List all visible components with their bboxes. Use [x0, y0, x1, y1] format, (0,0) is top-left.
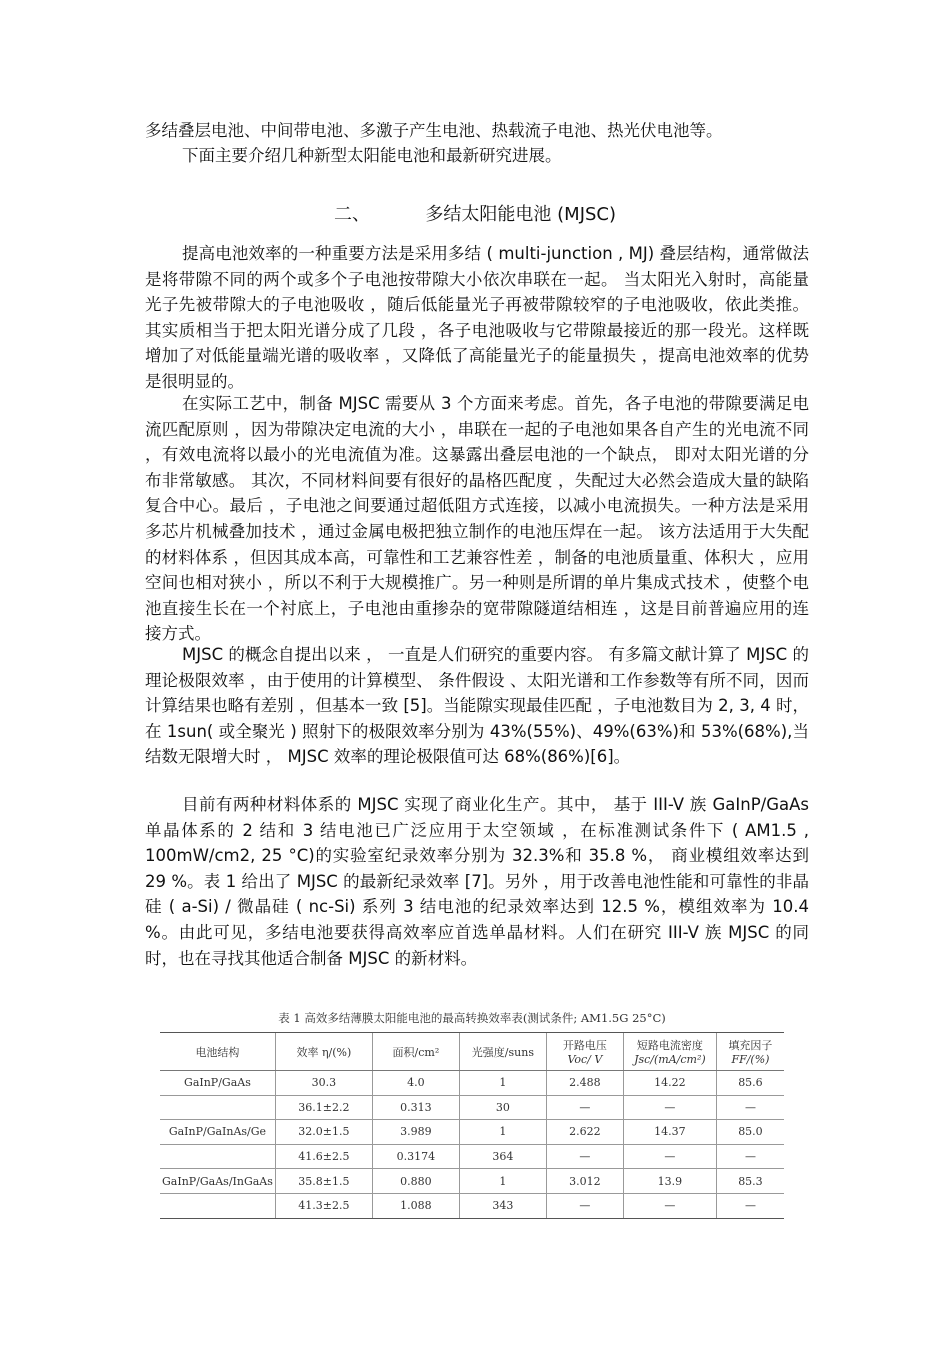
cell: — [716, 1095, 784, 1120]
cell: — [716, 1144, 784, 1169]
table-row [160, 1144, 784, 1169]
cell: 0.3174 [372, 1144, 459, 1169]
cell: 36.1±2.2 [275, 1095, 372, 1120]
paragraph-1: 下面主要介绍几种新型太阳能电池和最新研究进展。 [182, 146, 562, 165]
header-cell: 开路电压 Voc/ V [546, 1033, 623, 1071]
efficiency-table [160, 1010, 784, 1219]
header-cell: 效率 η/(%) [275, 1033, 372, 1071]
cell: 14.37 [623, 1120, 716, 1145]
cell [160, 1095, 275, 1120]
cell: 30 [459, 1095, 546, 1120]
cell: — [546, 1095, 623, 1120]
cell: 364 [459, 1144, 546, 1169]
table-row [160, 1095, 784, 1120]
table-header-row [160, 1033, 784, 1071]
table-row [160, 1120, 784, 1145]
cell: 343 [459, 1193, 546, 1218]
cell: 0.880 [372, 1169, 459, 1194]
cell: 35.8±1.5 [275, 1169, 372, 1194]
cell: — [546, 1193, 623, 1218]
cell [160, 1144, 275, 1169]
cell: 85.0 [716, 1120, 784, 1145]
cell: 3.989 [372, 1120, 459, 1145]
cell: 13.9 [623, 1169, 716, 1194]
cell: GaInP/GaAs/InGaAs [160, 1169, 275, 1194]
cell: 3.012 [546, 1169, 623, 1194]
header-cell: 短路电流密度 Jsc/(mA/cm²) [623, 1033, 716, 1071]
section-heading [0, 200, 950, 226]
cell: 2.622 [546, 1120, 623, 1145]
cell: 41.6±2.5 [275, 1144, 372, 1169]
cell: 0.313 [372, 1095, 459, 1120]
table-row [160, 1193, 784, 1218]
section-title: 多结太阳能电池 (MJSC) [425, 204, 617, 225]
cell: 85.6 [716, 1071, 784, 1096]
body-paragraph: 在实际工艺中，制备 MJSC 需要从 3 个方面来考虑。首先，各子电池的带隙要满足电流匹配原则 ，因为带隙决定电流的大小 ，串联在一起的子电池如果各自产生的光电流不同 ，有效电流将以最小的光电流值为准。这暴露出叠层电池的一个缺点， 即对太阳光谱的分布非常敏感。 其次，不同材料间要有很好的晶格匹配度 ，失配过大必然会造成大量的缺陷复合中心。最后 ，子电池之间要通过超低阻方式连接，以减小电流损失。一种方法是采用多芯片机械叠加技术 ，通过金属电极把独立制作的电池压焊在一起。 该方法适用于大失配的材料体系 ，但因其成本高，可靠性和工艺兼容性差 ，制备的电池质量重、体积大 ，应用空间也相对狭小 ，所以不利于大规模推广。另一种则是所谓的单片集成式技术 ，使整个电池直接生长在一个衬底上，子电池由重掺杂的宽带隙隧道结相连 ，这是目前普遍应用的连接方式。 [145, 394, 809, 644]
cell [160, 1193, 275, 1218]
cell: GaInP/GaInAs/Ge [160, 1120, 275, 1145]
cell: 2.488 [546, 1071, 623, 1096]
cell: — [716, 1193, 784, 1218]
body-paragraph: MJSC 的概念自提出以来 ， 一直是人们研究的重要内容。 有多篇文献计算了 MJSC 的理论极限效率 ，由于使用的计算模型、 条件假设 、太阳光谱和工作参数等有所不同，因而计算结果也略有差别 ，但基本一致 [5]。当能隙实现最佳匹配 ，子电池数目为 2, 3, 4 时，在 1sun( 或全聚光 ) 照射下的极限效率分别为 43%(55%)、49%(63%)和 53%(68%),当结数无限增大时 ， MJSC 效率的理论极限值可达 68%(86%)[6]。 [145, 645, 809, 767]
cell: — [546, 1144, 623, 1169]
cell: 1.088 [372, 1193, 459, 1218]
cell: GaInP/GaAs [160, 1071, 275, 1096]
cell: — [623, 1144, 716, 1169]
table-row [160, 1071, 784, 1096]
header-cell: 填充因子 FF/(%) [716, 1033, 784, 1071]
section-number: 二、 [333, 204, 370, 225]
cell: 4.0 [372, 1071, 459, 1096]
cell: — [623, 1095, 716, 1120]
cell: 30.3 [275, 1071, 372, 1096]
body-paragraph: 提高电池效率的一种重要方法是采用多结 ( multi-junction , MJ) 叠层结构，通常做法是将带隙不同的两个或多个子电池按带隙大小依次串联在一起。 当太阳光入射时，高能量光子先被带隙大的子电池吸收 ，随后低能量光子再被带隙较窄的子电池吸收，依此类推。其实质相当于把太阳光谱分成了几段 ，各子电池吸收与它带隙最接近的那一段光。这样既增加了对低能量端光谱的吸收率 ，又降低了高能量光子的能量损失 ，提高电池效率的优势是很明显的。 [145, 244, 809, 391]
table-row [160, 1169, 784, 1194]
cell: 1 [459, 1169, 546, 1194]
table-caption: 表 1 高效多结薄膜太阳能电池的最高转换效率表(测试条件; AM1.5G 25°C) [278, 1011, 666, 1025]
paragraph-0: 多结叠层电池、中间带电池、多激子产生电池、热载流子电池、热光伏电池等。 [145, 121, 723, 140]
header-cell: 面积/cm² [372, 1033, 459, 1071]
cell: 14.22 [623, 1071, 716, 1096]
header-cell: 光强度/suns [459, 1033, 546, 1071]
header-cell: 电池结构 [160, 1033, 275, 1071]
cell: — [623, 1193, 716, 1218]
cell: 85.3 [716, 1169, 784, 1194]
body-paragraph: 目前有两种材料体系的 MJSC 实现了商业化生产。其中， 基于 III-V 族 GaInP/GaAs 单晶体系的 2 结和 3 结电池已广泛应用于太空领域 ，在标准测试条件下 ( AM1.5 , 100mW/cm2, 25 °C)的实验室纪录效率分别为 32.3%和 35.8 %， 商业模组效率达到 29 %。表 1 给出了 MJSC 的最新纪录效率 [7]。另外 ，用于改善电池性能和可靠性的非晶硅 ( a-Si) / 微晶硅 ( nc-Si) 系列 3 结电池的纪录效率达到 12.5 %，模组效率为 10.4 %。由此可见，多结电池要获得高效率应首选单晶材料。人们在研究 III-V 族 MJSC 的同时，也在寻找其他适合制备 MJSC 的新材料。 [145, 795, 809, 968]
cell: 1 [459, 1120, 546, 1145]
cell: 1 [459, 1071, 546, 1096]
cell: 41.3±2.5 [275, 1193, 372, 1218]
cell: 32.0±1.5 [275, 1120, 372, 1145]
